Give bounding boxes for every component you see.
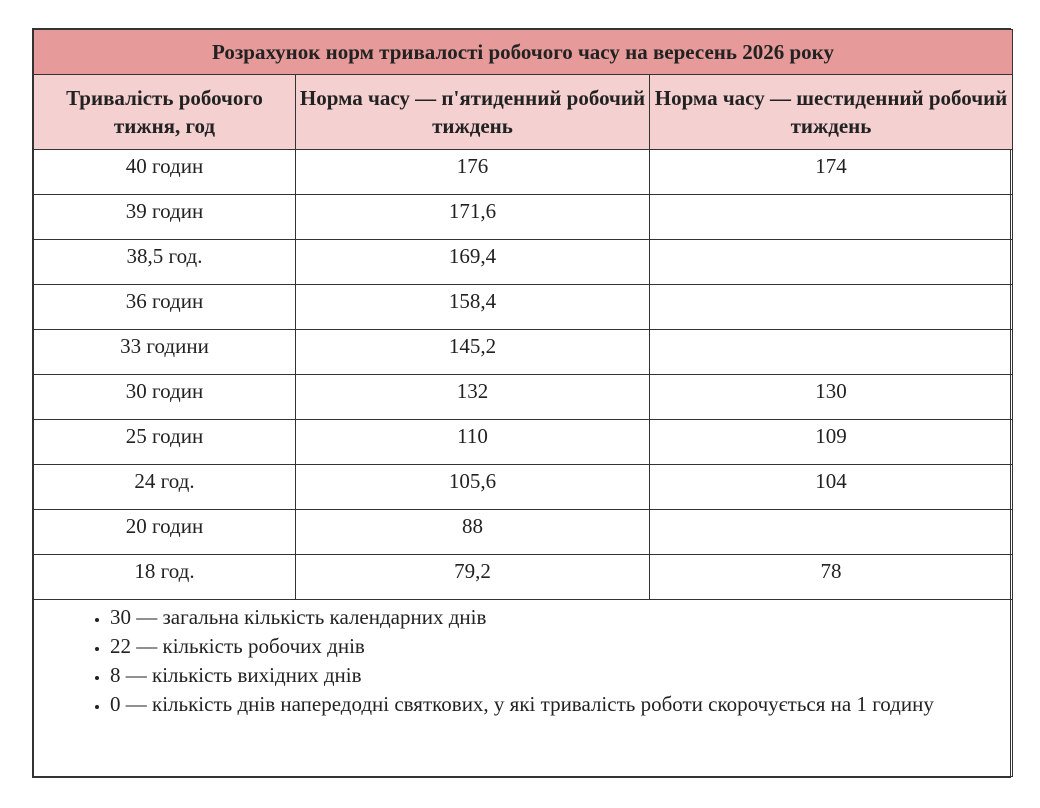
cell-five-day-norm: 169,4 bbox=[296, 240, 650, 285]
notes-row bbox=[34, 600, 1013, 777]
cell-week-duration: 38,5 год. bbox=[34, 240, 296, 285]
cell-week-duration: 36 годин bbox=[34, 285, 296, 330]
cell-week-duration: 33 години bbox=[34, 330, 296, 375]
note-item: • 30 — загальна кількість календарних днів bbox=[110, 603, 1002, 632]
cell-five-day-norm: 171,6 bbox=[296, 195, 650, 240]
column-header-week-duration: Тривалість робочого тижня, год bbox=[34, 75, 296, 150]
cell-six-day-norm bbox=[650, 285, 1013, 330]
table-row bbox=[34, 195, 1013, 240]
cell-five-day-norm: 79,2 bbox=[296, 555, 650, 600]
column-header-six-day: Норма часу — шестиденний робочий тиждень bbox=[650, 75, 1013, 150]
table-row bbox=[34, 465, 1013, 510]
note-item: • 8 — кількість вихідних днів bbox=[110, 661, 1002, 690]
cell-six-day-norm bbox=[650, 195, 1013, 240]
table-row bbox=[34, 285, 1013, 330]
cell-week-duration: 18 год. bbox=[34, 555, 296, 600]
cell-week-duration: 20 годин bbox=[34, 510, 296, 555]
cell-five-day-norm: 176 bbox=[296, 150, 650, 195]
title-row bbox=[34, 30, 1013, 75]
table-row bbox=[34, 555, 1013, 600]
notes-cell bbox=[34, 600, 1013, 777]
table-row bbox=[34, 150, 1013, 195]
header-row bbox=[34, 75, 1013, 150]
cell-five-day-norm: 110 bbox=[296, 420, 650, 465]
work-hours-table bbox=[32, 28, 1011, 778]
cell-week-duration: 24 год. bbox=[34, 465, 296, 510]
cell-five-day-norm: 105,6 bbox=[296, 465, 650, 510]
cell-five-day-norm: 88 bbox=[296, 510, 650, 555]
table-row bbox=[34, 510, 1013, 555]
cell-six-day-norm bbox=[650, 510, 1013, 555]
table-row bbox=[34, 375, 1013, 420]
cell-six-day-norm bbox=[650, 330, 1013, 375]
cell-six-day-norm: 174 bbox=[650, 150, 1013, 195]
cell-five-day-norm: 158,4 bbox=[296, 285, 650, 330]
cell-six-day-norm: 78 bbox=[650, 555, 1013, 600]
cell-five-day-norm: 145,2 bbox=[296, 330, 650, 375]
cell-week-duration: 39 годин bbox=[34, 195, 296, 240]
cell-six-day-norm bbox=[650, 240, 1013, 285]
cell-six-day-norm: 109 bbox=[650, 420, 1013, 465]
cell-week-duration: 30 годин bbox=[34, 375, 296, 420]
column-header-five-day: Норма часу — п'ятиденний робочий тиждень bbox=[296, 75, 650, 150]
note-item: • 0 — кількість днів напередодні святкових, у які тривалість роботи скорочується на 1 годину bbox=[110, 690, 1002, 719]
cell-five-day-norm: 132 bbox=[296, 375, 650, 420]
table-title: Розрахунок норм тривалості робочого часу на вересень 2026 року bbox=[34, 30, 1013, 75]
table-row bbox=[34, 420, 1013, 465]
note-item: • 22 — кількість робочих днів bbox=[110, 632, 1002, 661]
cell-six-day-norm: 130 bbox=[650, 375, 1013, 420]
notes-list bbox=[34, 603, 1012, 719]
table-row bbox=[34, 240, 1013, 285]
table-row bbox=[34, 330, 1013, 375]
cell-six-day-norm: 104 bbox=[650, 465, 1013, 510]
cell-week-duration: 40 годин bbox=[34, 150, 296, 195]
cell-week-duration: 25 годин bbox=[34, 420, 296, 465]
norms-table bbox=[33, 29, 1013, 777]
